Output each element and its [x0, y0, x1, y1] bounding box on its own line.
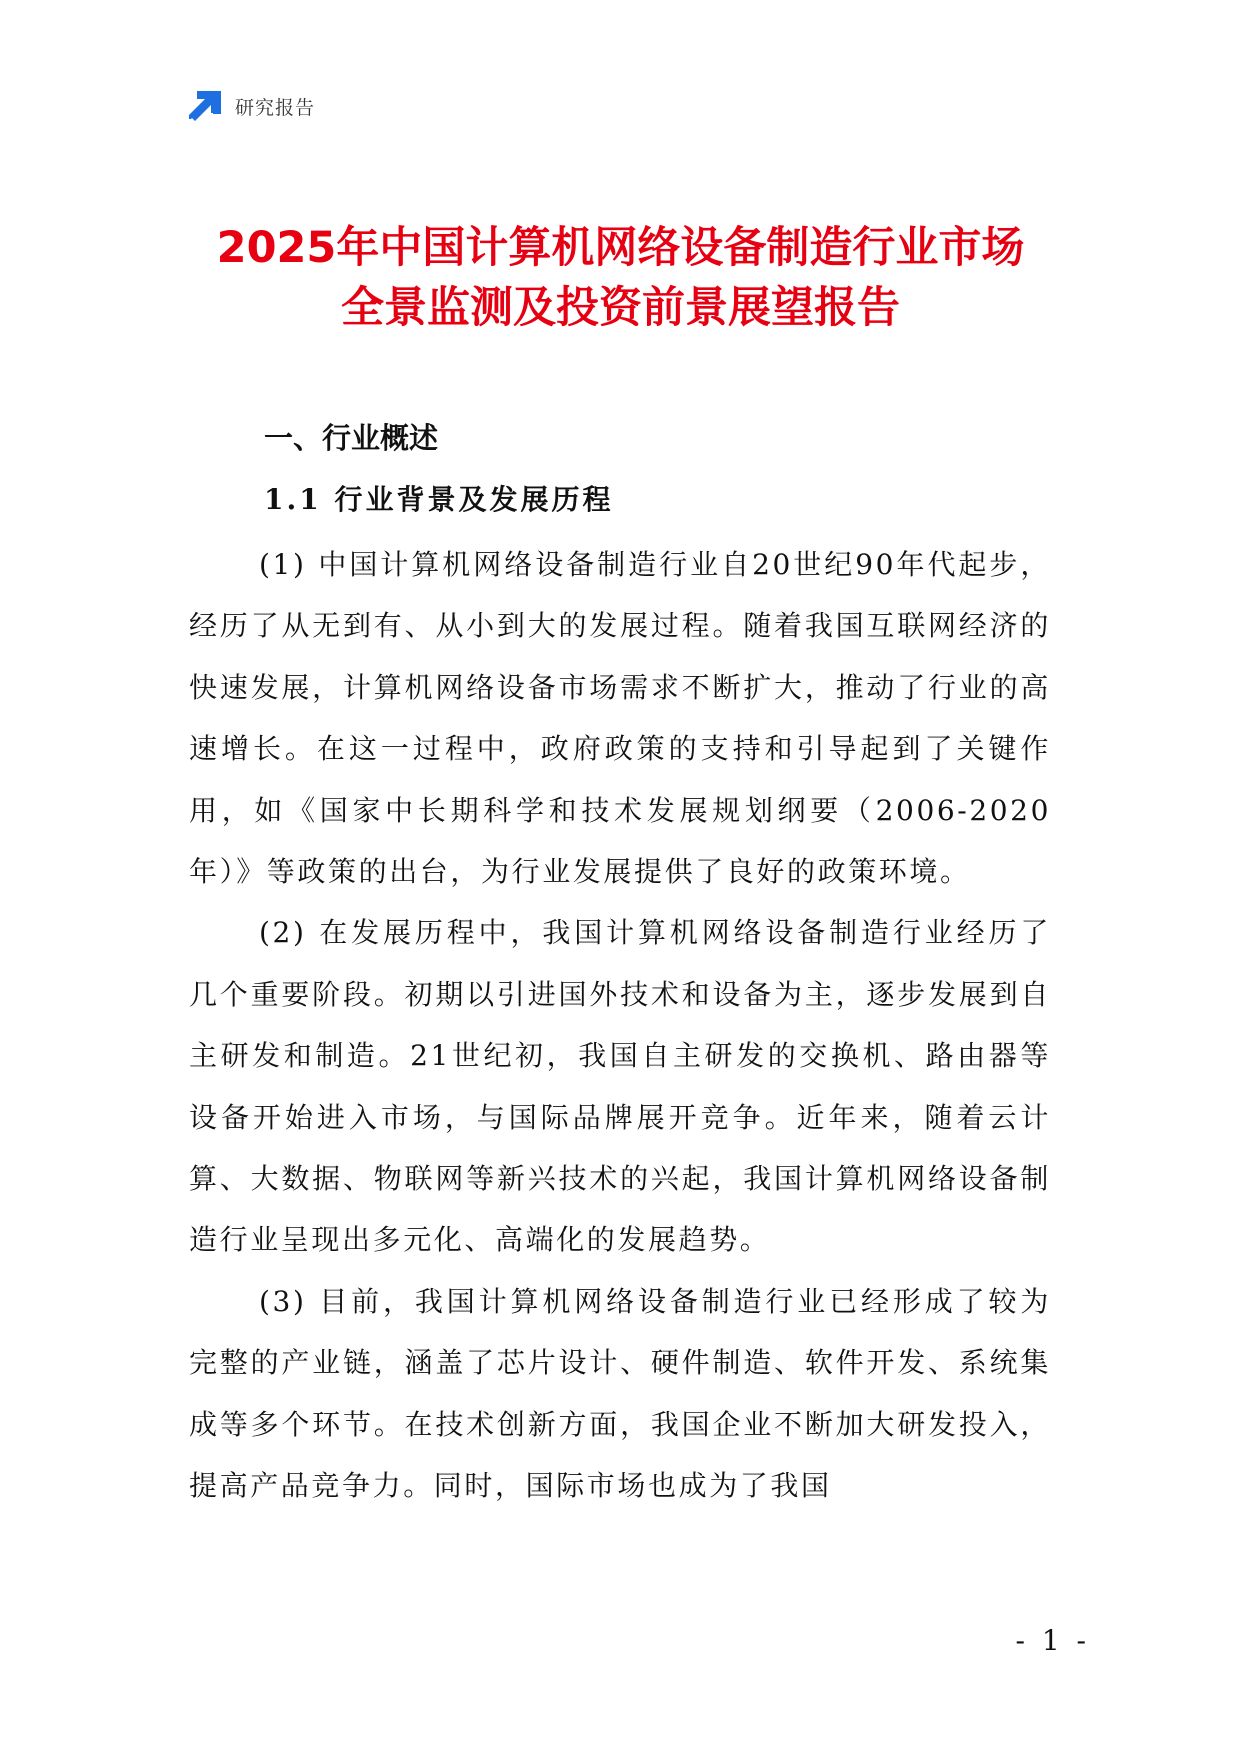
report-title-line-1: 2025年中国计算机网络设备制造行业市场	[216, 223, 1025, 273]
paragraph-3: (3) 目前，我国计算机网络设备制造行业已经形成了较为完整的产业链，涵盖了芯片设计、硬件制造、软件开发、系统集成等多个环节。在技术创新方面，我国企业不断加大研发投入，提高产品竞争力。同时，国际市场也成为了我国	[189, 1284, 1051, 1503]
arrow-up-right-icon	[189, 89, 223, 123]
report-header	[189, 88, 315, 124]
subsection-heading: 1.1 行业背景及发展历程	[264, 483, 614, 516]
paragraph-1: (1) 中国计算机网络设备制造行业自20世纪90年代起步，经历了从无到有、从小到大的发展过程。随着我国互联网经济的快速发展，计算机网络设备市场需求不断扩大，推动了行业的高速增长。在这一过程中，政府政策的支持和引导起到了关键作用，如《国家中长期科学和技术发展规划纲要（2006-2020年）》等政策的出台，为行业发展提供了良好的政策环境。	[189, 548, 1051, 889]
paragraph-2: (2) 在发展历程中，我国计算机网络设备制造行业经历了几个重要阶段。初期以引进国外技术和设备为主，逐步发展到自主研发和制造。21世纪初，我国自主研发的交换机、路由器等设备开始进入市场，与国际品牌展开竞争。近年来，随着云计算、大数据、物联网等新兴技术的兴起，我国计算机网络设备制造行业呈现出多元化、高端化的发展趋势。	[189, 916, 1051, 1257]
page-number: - 1 -	[1015, 1624, 1090, 1657]
report-title	[150, 218, 1091, 338]
section-heading: 一、行业概述	[264, 421, 439, 455]
body-text	[189, 534, 1051, 1517]
report-title-line-2: 全景监测及投资前景展望报告	[341, 283, 900, 333]
report-type-label: 研究报告	[235, 96, 316, 119]
